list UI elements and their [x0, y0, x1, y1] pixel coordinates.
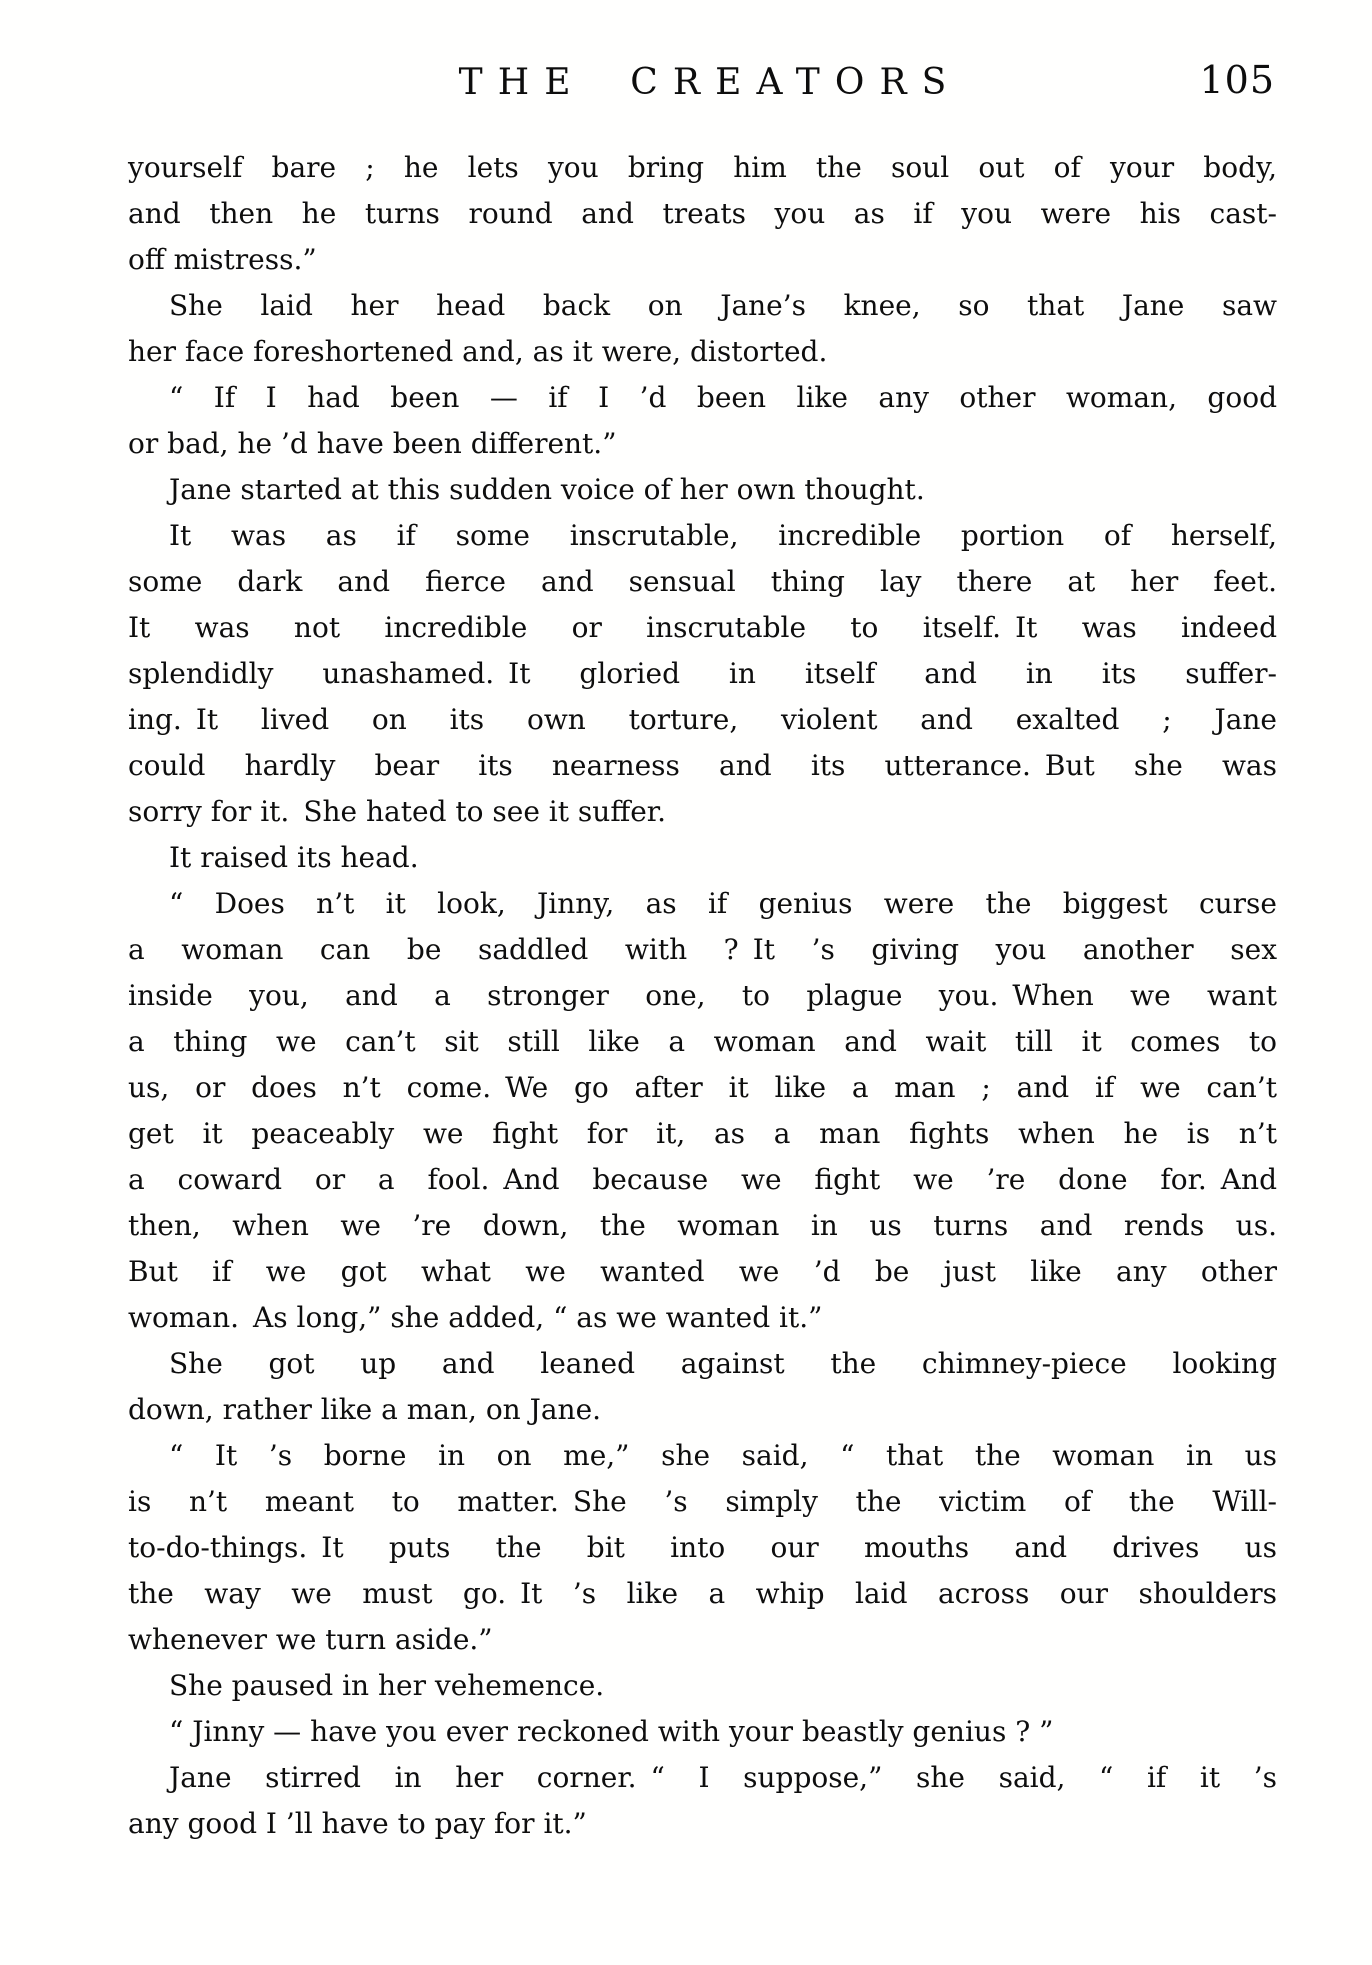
text-block — [128, 145, 1277, 1847]
text-line: “ Does n’t it look, Jinny, as if genius were the biggest curse — [169, 887, 1277, 920]
text-line: a coward or a fool. And because we fight we ’re done for. And — [128, 1163, 1277, 1196]
text-line: any good I ’ll have to pay for it.” — [128, 1807, 587, 1840]
text-line: “ It ’s borne in on me,” she said, “ that the woman in us — [169, 1439, 1277, 1472]
text-line: could hardly bear its nearness and its utterance. But she was — [128, 749, 1277, 782]
text-line: “ If I had been — if I ’d been like any other woman, good — [169, 381, 1277, 414]
text-line: some dark and fierce and sensual thing lay there at her feet. — [128, 565, 1277, 598]
page-number: 105 — [1199, 58, 1275, 102]
text-line: off mistress.” — [128, 243, 317, 276]
paragraph — [128, 145, 1277, 283]
text-line: She got up and leaned against the chimney-piece looking — [169, 1347, 1277, 1380]
text-line: and then he turns round and treats you as if you were his cast- — [128, 197, 1277, 230]
text-line: splendidly unashamed. It gloried in itself and in its suffer- — [128, 657, 1277, 690]
text-line: us, or does n’t come. We go after it like a man ; and if we can’t — [128, 1071, 1277, 1104]
text-line: It was not incredible or inscrutable to itself. It was indeed — [128, 611, 1277, 644]
text-line: yourself bare ; he lets you bring him the soul out of your body, — [128, 151, 1277, 184]
page-header — [128, 58, 1277, 106]
text-line: inside you, and a stronger one, to plague you. When we want — [128, 979, 1277, 1012]
text-line: Jane stirred in her corner. “ I suppose,” she said, “ if it ’s — [169, 1761, 1277, 1794]
text-line: to-do-things. It puts the bit into our mouths and drives us — [128, 1531, 1277, 1564]
paragraph — [128, 1663, 1277, 1709]
text-line: It raised its head. — [169, 841, 419, 874]
running-title: THE CREATORS — [458, 62, 962, 103]
paragraph — [128, 283, 1277, 375]
text-line: get it peaceably we fight for it, as a man fights when he is n’t — [128, 1117, 1277, 1150]
paragraph — [128, 513, 1277, 835]
text-line: ing. It lived on its own torture, violent and exalted ; Jane — [128, 703, 1277, 736]
paragraph — [128, 1709, 1277, 1755]
text-line: down, rather like a man, on Jane. — [128, 1393, 602, 1426]
paragraph — [128, 1755, 1277, 1847]
text-line: She laid her head back on Jane’s knee, so that Jane saw — [169, 289, 1277, 322]
text-line: woman. As long,” she added, “ as we wanted it.” — [128, 1301, 823, 1334]
text-line: She paused in her vehemence. — [169, 1669, 605, 1702]
text-line: a woman can be saddled with ? It ’s giving you another sex — [128, 933, 1277, 966]
text-line: the way we must go. It ’s like a whip laid across our shoulders — [128, 1577, 1277, 1610]
text-line: then, when we ’re down, the woman in us turns and rends us. — [128, 1209, 1277, 1242]
text-line: But if we got what we wanted we ’d be just like any other — [128, 1255, 1277, 1288]
paragraph — [128, 467, 1277, 513]
paragraph — [128, 1433, 1277, 1663]
text-line: whenever we turn aside.” — [128, 1623, 493, 1656]
text-line: a thing we can’t sit still like a woman and wait till it comes to — [128, 1025, 1277, 1058]
text-line: “ Jinny — have you ever reckoned with your beastly genius ? ” — [169, 1715, 1054, 1748]
text-line: or bad, he ’d have been different.” — [128, 427, 617, 460]
text-line: sorry for it. She hated to see it suffer. — [128, 795, 666, 828]
paragraph — [128, 375, 1277, 467]
text-line: her face foreshortened and, as it were, distorted. — [128, 335, 828, 368]
text-line: Jane started at this sudden voice of her own thought. — [169, 473, 925, 506]
paragraph — [128, 1341, 1277, 1433]
text-line: is n’t meant to matter. She ’s simply the victim of the Will- — [128, 1485, 1277, 1518]
paragraph — [128, 881, 1277, 1341]
paragraph — [128, 835, 1277, 881]
text-line: It was as if some inscrutable, incredible portion of herself, — [169, 519, 1277, 552]
